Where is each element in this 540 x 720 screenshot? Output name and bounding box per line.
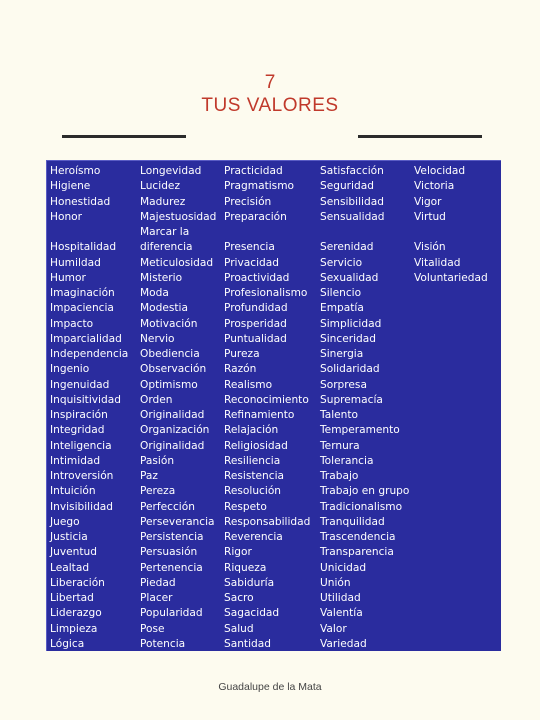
value-item: Orden (140, 393, 173, 406)
value-item: Victoria (414, 180, 455, 193)
value-item: diferencia (140, 241, 193, 254)
value-item: Practicidad (224, 165, 283, 177)
value-item: Libertad (50, 592, 94, 604)
page-number: 7 (264, 72, 276, 93)
value-item: Realismo (224, 378, 273, 391)
value-item: Inteligencia (50, 439, 112, 452)
value-item: Talento (320, 409, 359, 421)
value-item: Velocidad (414, 165, 466, 177)
value-item: Hospitalidad (50, 241, 117, 254)
value-item: Unicidad (320, 561, 367, 574)
value-item: Silencio (320, 287, 362, 299)
value-item: Juego (50, 515, 80, 528)
value-item: Observación (140, 363, 207, 376)
values-column-3 (224, 164, 310, 652)
value-item: Sinceridad (320, 332, 376, 345)
values-table (46, 160, 501, 651)
value-item: Vigor (414, 195, 442, 208)
value-item: Refinamiento (224, 409, 295, 421)
value-item: Introversión (50, 470, 114, 482)
value-item: Independencia (50, 348, 129, 360)
value-item: Supremacía (320, 393, 383, 406)
value-item: Justicia (50, 531, 88, 543)
value-item: Satisfacción (320, 165, 384, 177)
value-item: Liberación (50, 576, 105, 589)
value-item: Modestia (140, 302, 188, 315)
value-item: Invisibilidad (50, 500, 114, 513)
value-item: Valor (320, 622, 347, 635)
value-item: Profundidad (224, 302, 288, 315)
value-item: Pragmatismo (224, 180, 295, 193)
value-item: Originalidad (140, 439, 205, 452)
value-item: Trabajo en grupo (320, 485, 410, 498)
value-item: Pasión (140, 454, 175, 467)
value-item: Servicio (320, 256, 363, 269)
value-item: Pureza (224, 348, 260, 360)
value-item: Visión (414, 241, 446, 254)
value-item: Placer (140, 592, 173, 604)
right-divider-rule (358, 135, 482, 138)
value-item: Santidad (224, 637, 271, 650)
value-item: Ingenio (50, 363, 90, 376)
value-item: Liderazgo (50, 607, 102, 620)
value-item: Tradicionalismo (320, 500, 403, 513)
value-item: Trascendencia (320, 531, 396, 543)
value-item: Misterio (140, 271, 183, 284)
value-item: Paz (140, 470, 158, 482)
value-item: Persistencia (140, 531, 204, 543)
value-item: Obediencia (140, 348, 200, 360)
value-item: Resiliencia (224, 454, 281, 467)
value-item: Organización (140, 424, 210, 437)
value-item: Sagacidad (224, 607, 280, 620)
values-column-2 (140, 164, 216, 652)
value-item: Privacidad (224, 256, 279, 269)
value-item: Popularidad (140, 607, 203, 620)
value-item: Lucidez (140, 180, 181, 193)
value-item: Riqueza (224, 561, 267, 574)
value-item: Serenidad (320, 241, 374, 254)
value-item: Sinergia (320, 348, 364, 360)
values-column-1 (50, 164, 128, 652)
value-item: Virtud (414, 210, 446, 223)
value-item: Piedad (140, 576, 176, 589)
value-item: Simplicidad (320, 317, 382, 330)
value-item: Sorpresa (320, 378, 367, 391)
value-item: Integridad (50, 424, 105, 437)
value-item: Longevidad (140, 165, 202, 177)
value-item: Optimismo (140, 378, 198, 391)
value-item: Profesionalismo (224, 287, 308, 299)
value-item: Persuasión (140, 546, 198, 559)
chapter-title: TUS VALORES (201, 95, 339, 116)
value-item: Religiosidad (224, 439, 288, 452)
value-item: Proactividad (224, 271, 290, 284)
value-item: Madurez (140, 195, 186, 208)
value-item: Sensibilidad (320, 195, 384, 208)
value-item: Sexualidad (320, 271, 379, 284)
value-item: Resistencia (224, 470, 285, 482)
value-item: Originalidad (140, 409, 205, 421)
value-item: Resolución (224, 485, 282, 498)
value-item: Pereza (140, 485, 176, 498)
value-item: Relajación (224, 424, 279, 437)
value-item: Meticulosidad (140, 256, 214, 269)
value-item: Perseverancia (140, 515, 215, 528)
value-item: Prosperidad (224, 317, 287, 330)
value-item: Salud (224, 622, 254, 635)
value-item: Potencia (140, 637, 186, 650)
value-item: Empatía (320, 302, 364, 315)
value-item: Honor (50, 210, 82, 223)
value-item (50, 225, 128, 240)
value-item: Voluntariedad (414, 271, 488, 284)
value-item: Vitalidad (414, 256, 461, 269)
value-item: Humildad (50, 256, 101, 269)
value-item: Trabajo (320, 470, 359, 482)
value-item: Limpieza (50, 622, 98, 635)
value-item: Inquisitividad (50, 393, 121, 406)
value-item: Perfección (140, 500, 195, 513)
value-item (320, 225, 409, 240)
value-item: Juventud (50, 546, 97, 559)
value-item: Honestidad (50, 195, 111, 208)
value-item: Solidaridad (320, 363, 380, 376)
value-item: Moda (140, 287, 169, 299)
value-item: Razón (224, 363, 257, 376)
value-item: Reverencia (224, 531, 283, 543)
value-item: Impaciencia (50, 302, 114, 315)
value-item: Sabiduría (224, 576, 275, 589)
value-item: Variedad (320, 637, 367, 650)
value-item: Impacto (50, 317, 94, 330)
value-item: Imparcialidad (50, 332, 122, 345)
value-item: Majestuosidad (140, 210, 217, 223)
value-item: Sensualidad (320, 210, 385, 223)
value-item: Valentía (320, 607, 363, 620)
value-item: Responsabilidad (224, 515, 311, 528)
value-item: Intuición (50, 485, 96, 498)
value-item (224, 225, 310, 240)
footer-credit: Guadalupe de la Mata (218, 681, 322, 693)
value-item: Tranquilidad (320, 515, 385, 528)
value-item: Reconocimiento (224, 393, 309, 406)
value-item: Higiene (50, 180, 91, 193)
value-item: Puntualidad (224, 332, 287, 345)
value-item: Motivación (140, 317, 198, 330)
value-item: Marcar la (140, 226, 190, 238)
value-item: Tolerancia (320, 454, 374, 467)
value-item: Imaginación (50, 287, 115, 299)
value-item: Humor (50, 271, 86, 284)
value-item (414, 225, 488, 240)
value-item: Pertenencia (140, 561, 203, 574)
value-item: Unión (320, 576, 351, 589)
value-item: Transparencia (320, 546, 394, 559)
value-item: Pose (140, 622, 165, 635)
value-item: Intimidad (50, 454, 101, 467)
value-item: Nervio (140, 332, 175, 345)
value-item: Seguridad (320, 180, 374, 193)
value-item: Ternura (320, 439, 360, 452)
value-item: Lealtad (50, 561, 90, 574)
value-item: Temperamento (320, 424, 400, 437)
value-item: Presencia (224, 241, 275, 254)
value-item: Sacro (224, 592, 254, 604)
value-item: Precisión (224, 195, 272, 208)
value-item: Respeto (224, 500, 267, 513)
value-item: Inspiración (50, 409, 108, 421)
value-item: Rigor (224, 546, 252, 559)
value-item: Ingenuidad (50, 378, 110, 391)
values-column-5 (414, 164, 488, 286)
left-divider-rule (62, 135, 186, 138)
value-item: Preparación (224, 210, 287, 223)
values-column-4 (320, 164, 409, 652)
value-item: Utilidad (320, 592, 361, 604)
value-item: Heroísmo (50, 165, 101, 177)
value-item: Lógica (50, 637, 85, 650)
